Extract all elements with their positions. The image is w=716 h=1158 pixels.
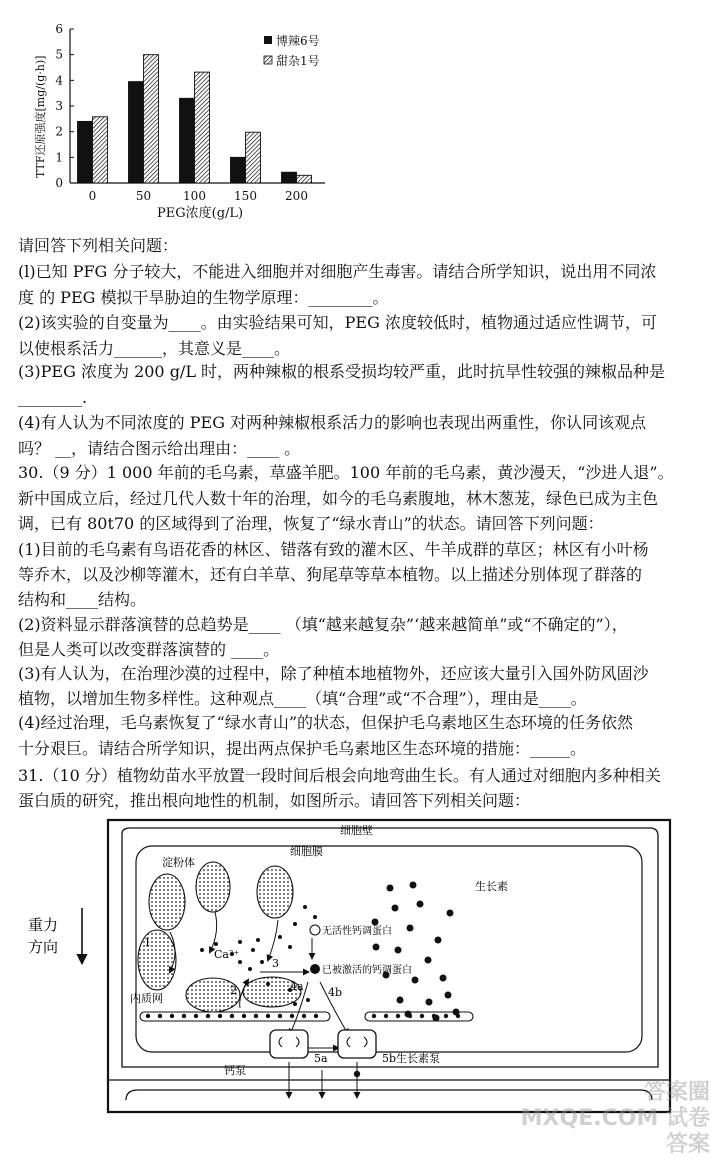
x-tick-label: 100 — [183, 189, 206, 203]
label-n5b: 5b — [382, 1052, 397, 1065]
label-er: 内质网 — [130, 992, 163, 1005]
endoplasmic-reticulum — [140, 1012, 473, 1021]
bar-series-2 — [297, 175, 312, 183]
label-auxin: 生长素 — [475, 880, 508, 893]
q30-stem-line1: 30.（9 分）1 000 年前的毛乌素，草盛羊肥。100 年前的毛乌素，黄沙漫天，“沙进人退”。 — [18, 463, 674, 482]
bar-series-1 — [180, 98, 195, 183]
x-tick-label: 0 — [88, 189, 97, 203]
legend-swatch-series-1 — [264, 36, 272, 44]
bar-series-1 — [231, 157, 246, 183]
label-amyloplast: 淀粉体 — [162, 856, 195, 869]
active-calmodulin-icon — [310, 964, 320, 974]
q30-3-line2: 植物，以增加生物多样性。这种观点____（填“合理”或“不合理”），理由是____。 — [18, 689, 587, 708]
q30-stem-line2: 新中国成立后，经过几代人数十年的治理，如今的毛乌素腹地，林木葱茏，绿色已成为主色 — [18, 489, 659, 508]
cell-wall-inner — [122, 828, 658, 1067]
q31-stem-line1: 31.（10 分）植物幼苗水平放置一段时间后根会向地弯曲生长。有人通过对细胞内多种相关 — [18, 766, 661, 785]
x-tick-label: 150 — [234, 189, 257, 203]
bar-series-2 — [144, 55, 159, 183]
y-tick-label: 0 — [55, 176, 63, 190]
label-n3: 3 — [272, 957, 279, 970]
bar-series-1 — [282, 172, 297, 183]
inactive-calmodulin-icon — [310, 925, 320, 935]
calcium-pump — [270, 1030, 308, 1058]
label-active-calmodulin: 已被激活的钙调蛋白 — [322, 965, 412, 976]
q29-3-line1: (3)PEG 浓度为 200 g/L 时，两种辣椒的根系受损均较严重，此时抗旱性较强的辣椒品种是 — [18, 362, 666, 381]
q29-1-line2: 度 的 PEG 模拟干旱胁迫的生物学原理：________。 — [18, 288, 389, 307]
amyloplast — [257, 866, 293, 918]
q30-1-line1: (1)目前的毛乌素有鸟语花香的林区、错落有致的灌木区、牛羊成群的草区；林区有小叶杨 — [18, 540, 649, 559]
q30-2-line2: 但是人类可以改变群落演替的 ____。 — [18, 640, 280, 659]
label-inactive-calmodulin: 无活性钙调蛋白 — [322, 926, 392, 937]
label-auxin-pump: 生长素泵 — [396, 1052, 440, 1065]
label-gravity-direction: 方向 — [28, 938, 59, 956]
y-tick-label: 1 — [55, 150, 63, 165]
q30-1-line2: 等乔木，以及沙柳等灌木，还有白羊草、狗尾草等草本植物。以上描述分别体现了群落的 — [18, 565, 643, 584]
label-n1: 1 — [144, 936, 151, 949]
y-tick-label: 5 — [55, 47, 63, 62]
auxin-particles — [372, 882, 460, 1022]
bar-series-2 — [246, 132, 261, 183]
q29-2-line2: 以使根系活力______，其意义是____。 — [18, 339, 291, 358]
legend-label-series-2: 甜杂1号 — [276, 54, 320, 68]
q31-stem-line2: 蛋白质的研究，推出根向地性的机制，如图所示。请回答下列相关问题： — [18, 791, 531, 810]
arrow — [268, 920, 278, 960]
chart-legend — [264, 33, 320, 68]
x-tick-label: 50 — [135, 189, 152, 203]
label-n5a: 5a — [314, 1052, 328, 1065]
q29-4-line1: (4)有人认为不同浓度的 PEG 对两种辣椒根系活力的影响也表现出两重性，你认同该观点 — [18, 413, 647, 432]
label-n4a: 4a — [290, 980, 304, 993]
bar-chart — [0, 0, 716, 235]
q29-1-line1: (l)已知 PFG 分子较大，不能进入细胞并对细胞产生毒害。请结合所学知识，说出用不同浓 — [18, 262, 657, 281]
label-cell-wall: 细胞壁 — [340, 824, 373, 837]
chart-bars — [78, 55, 312, 183]
q29-2-line1: (2)该实验的自变量为____。由实验结果可知，PEG 浓度较低时，植物通过适应性调节，可 — [18, 313, 657, 332]
q30-3-line1: (3)有人认为，在治理沙漠的过程中，除了种植本地植物外，还应该大量引入国外防风固沙 — [18, 664, 649, 683]
label-ca: Ca²⁺ — [214, 948, 240, 961]
intro-line: 请回答下列相关问题： — [18, 236, 179, 255]
arrow — [210, 912, 217, 952]
y-tick-label: 6 — [55, 22, 63, 36]
label-n2: 2 — [230, 984, 237, 997]
amyloplast — [196, 862, 230, 912]
y-tick-label: 2 — [55, 124, 63, 139]
q30-4-line1: (4)经过治理，毛乌素恢复了“绿水青山”的状态，但保护毛乌素地区生态环境的任务依然 — [18, 713, 634, 732]
y-axis-label: TTF还原强度[mg/(g·h)] — [34, 55, 47, 178]
q29-3-line2: ________. — [18, 388, 88, 407]
bar-series-1 — [129, 82, 144, 183]
y-tick-label: 4 — [55, 73, 63, 88]
bar-series-1 — [78, 121, 93, 183]
amyloplast — [149, 874, 185, 930]
q30-4-line2: 十分艰巨。请结合所学知识，提出两点保护毛乌素地区生态环境的措施：_____。 — [18, 739, 587, 758]
q30-2-line1: (2)资料显示群落演替的总趋势是____ （填“越来越复杂”‘越来越简单”或“不确定的”）， — [18, 615, 628, 634]
q30-stem-line3: 调，已有 80t70 的区域得到了治理，恢复了“绿水青山”的状态。请回答下列问题： — [18, 514, 604, 533]
label-gravity: 重力 — [28, 916, 59, 934]
label-ca-pump: 钙泵 — [224, 1064, 246, 1077]
auxin-pump — [338, 1030, 376, 1058]
bar-series-2 — [195, 72, 210, 183]
bar-series-2 — [93, 117, 108, 183]
x-axis-label: PEG浓度(g/L) — [157, 206, 244, 221]
label-n4b: 4b — [328, 986, 343, 999]
q30-1-line3: 结构和____结构。 — [18, 590, 147, 609]
legend-swatch-series-2 — [264, 56, 272, 64]
x-tick-label: 200 — [285, 189, 308, 203]
label-cell-membrane: 细胞膜 — [290, 845, 323, 858]
q29-4-line2: 吗？ __，请结合图示给出理由：____ 。 — [18, 439, 301, 458]
legend-label-series-1: 博辣6号 — [276, 34, 320, 48]
watermark: 答案圈 MXQE.COM 试卷答案 — [520, 1080, 710, 1157]
auxin-outflow-icon — [354, 1071, 360, 1077]
y-tick-label: 3 — [55, 99, 63, 113]
